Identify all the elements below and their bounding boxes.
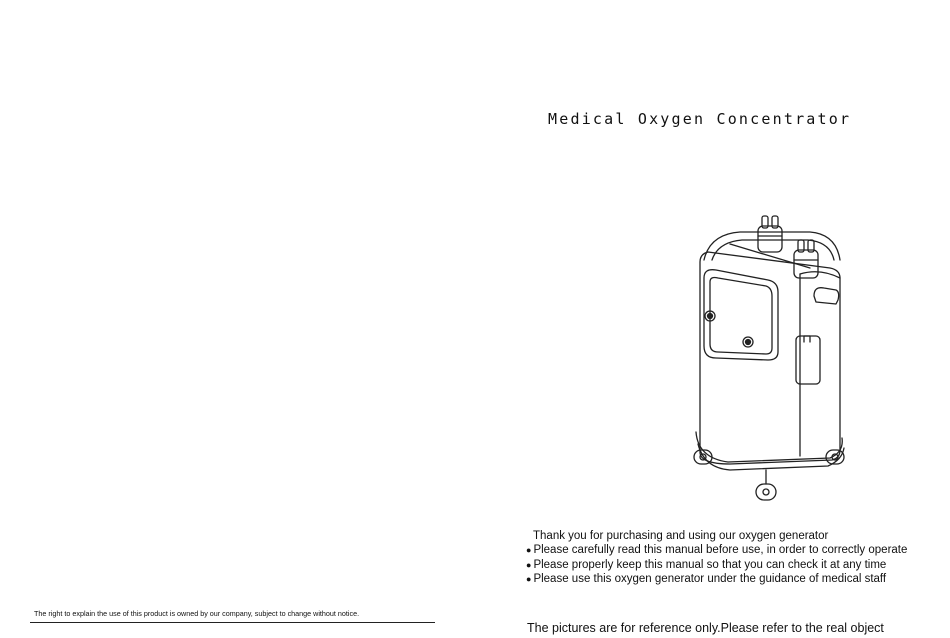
humidifier-bottle-left [758,216,782,252]
bullet-icon: ● [526,545,532,555]
note-item [526,544,907,556]
footer-divider [30,622,435,623]
note-item [526,559,886,571]
note-text: Please properly keep this manual so that you can check it at any time [533,559,887,571]
bullet-icon: ● [526,574,532,584]
manual-title: Medical Oxygen Concentrator [548,110,852,128]
intro-text: Thank you for purchasing and using our oxygen generator [533,530,829,542]
note-text: Please carefully read this manual before use, in order to correctly operate [533,544,908,556]
note-item [526,573,886,585]
oxygen-concentrator-illustration [690,212,850,504]
reference-notice: The pictures are for reference only.Please refer to the real object [527,621,884,635]
caster-wheel [756,484,776,500]
note-text: Please use this oxygen generator under the guidance of medical staff [533,573,887,585]
bullet-icon: ● [526,560,532,570]
footer-disclaimer: The right to explain the use of this product is owned by our company, subject to change without notice. [34,609,360,618]
